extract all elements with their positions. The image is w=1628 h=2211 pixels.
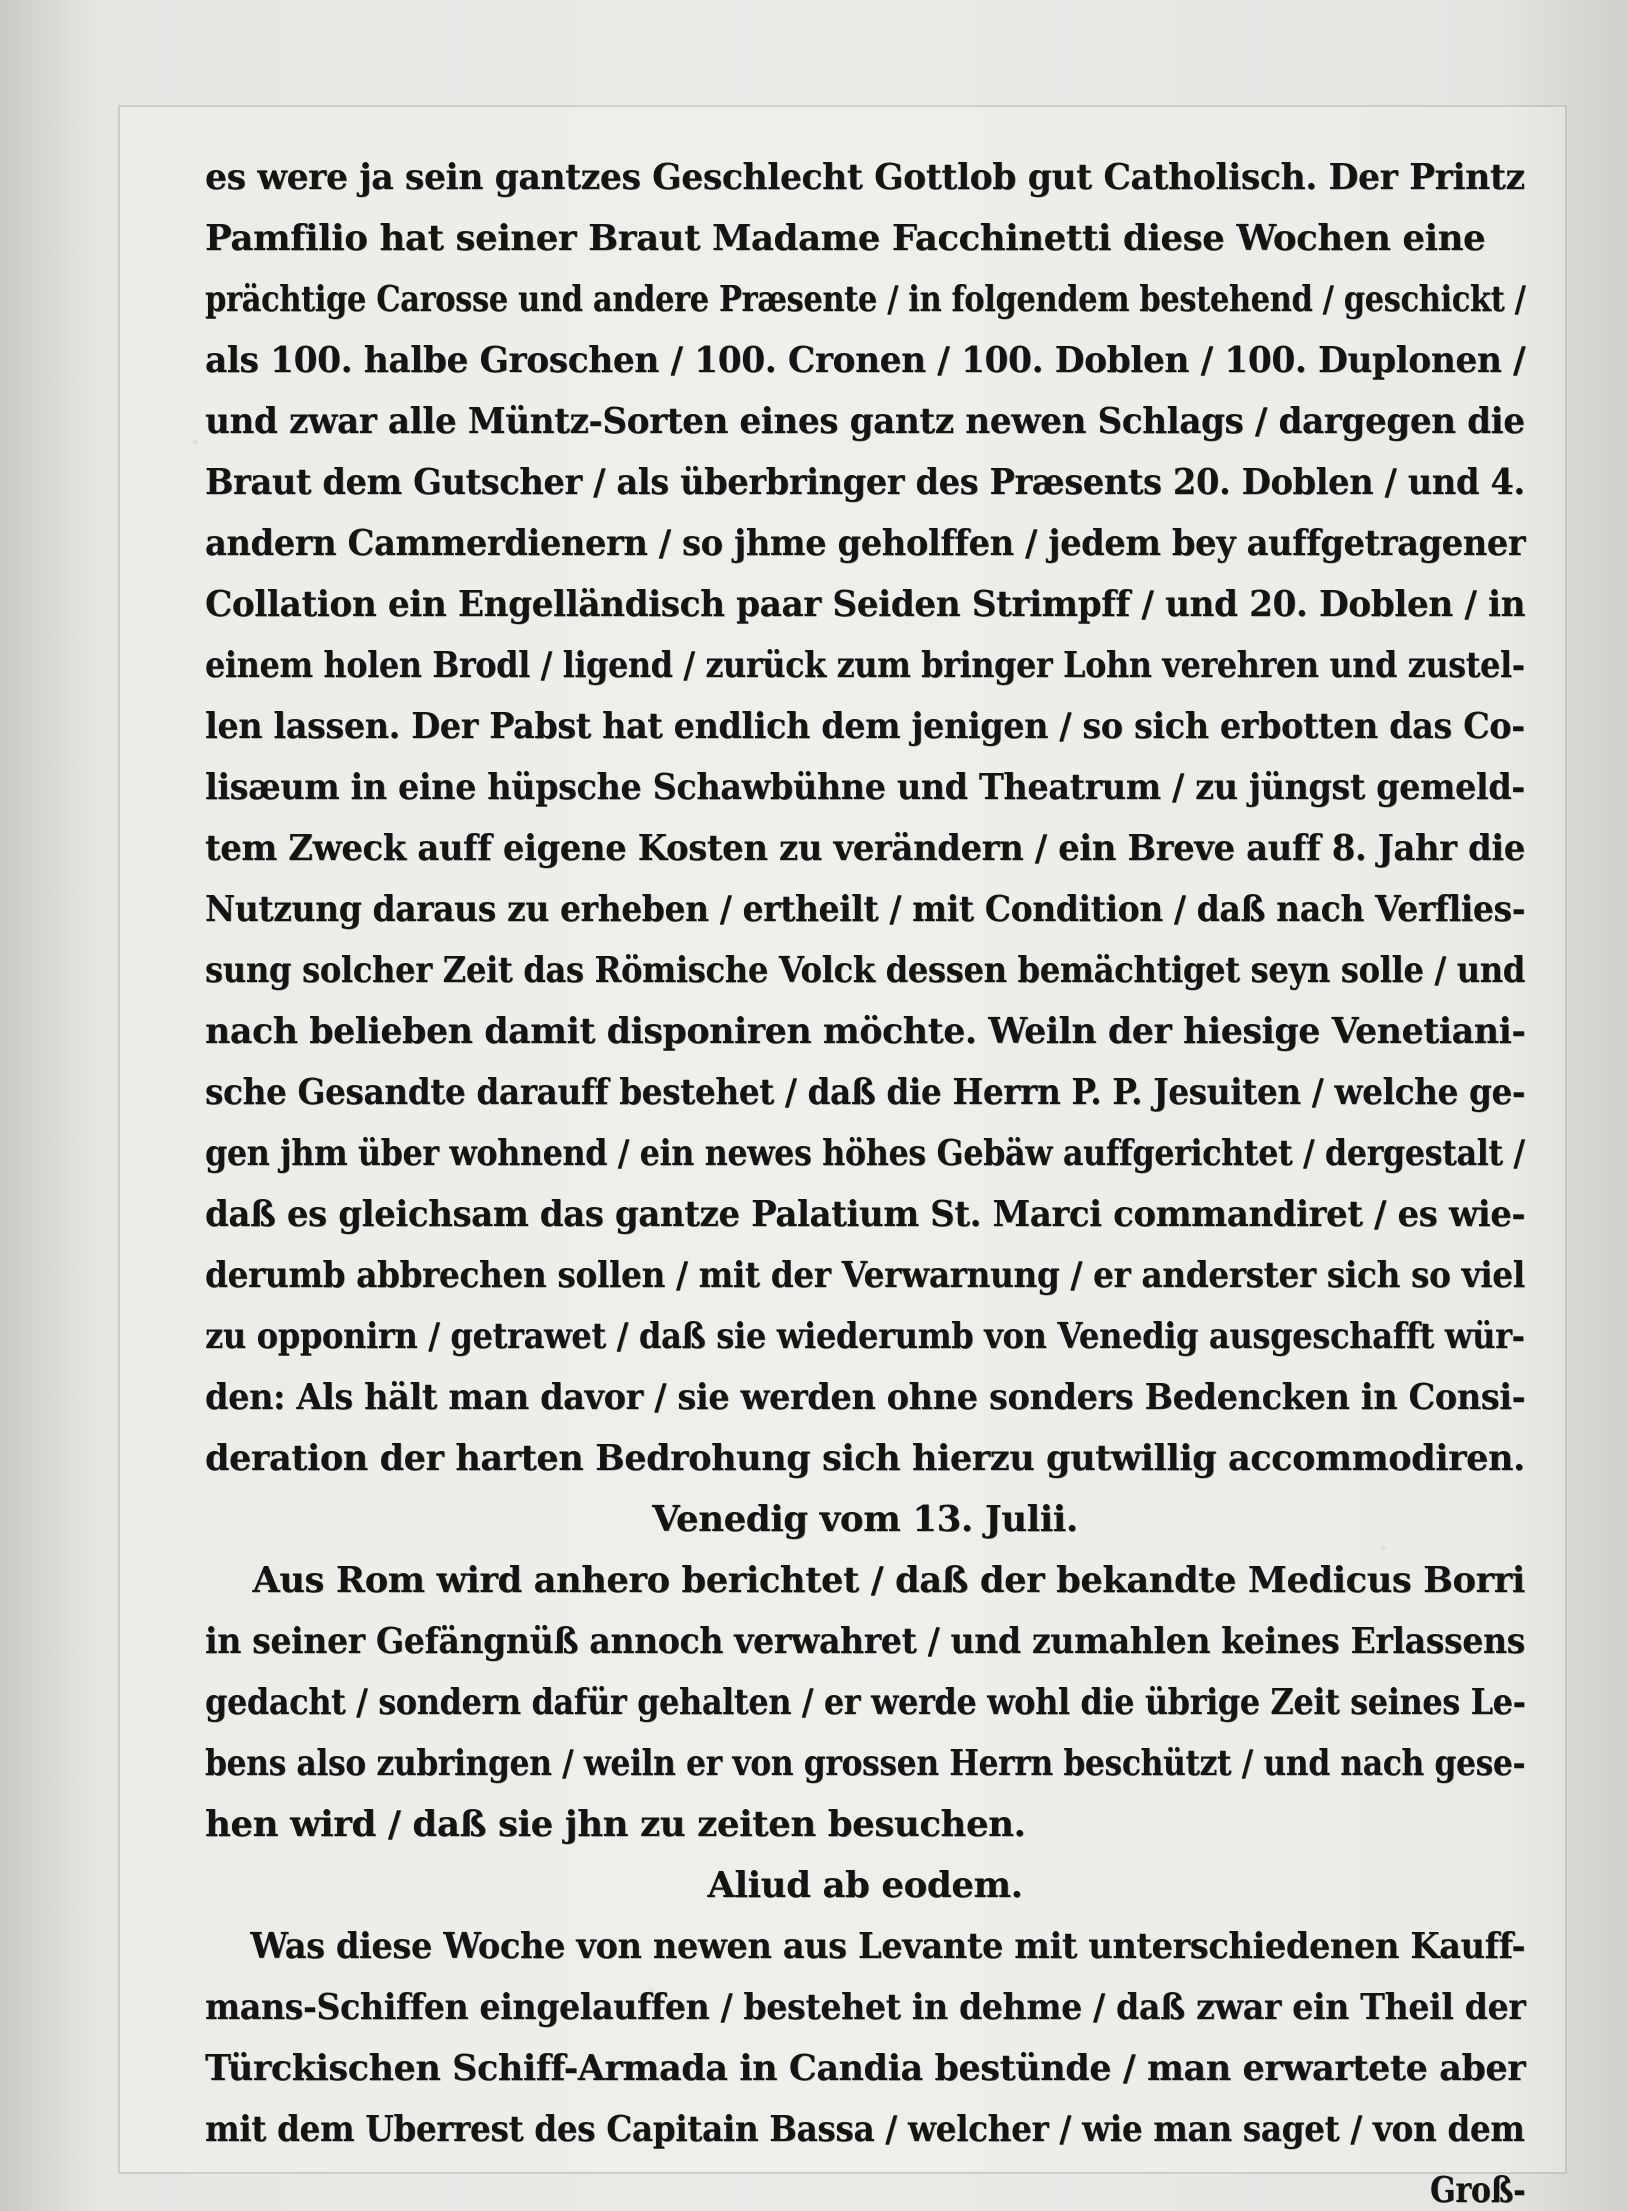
text-line: hen wird / daß sie jhn zu zeiten besuchen. — [205, 1804, 1026, 1845]
text-line: Was diese Woche von newen aus Levante mit unterschiedenen Kauff- — [205, 1926, 1526, 1967]
text-line: sche Gesandte darauff bestehet / daß die Herrn P. P. Jesuiten / welche ge- — [205, 1072, 1526, 1113]
text-line: einem holen Brodl / ligend / zurück zum bringer Lohn verehren und zustel- — [205, 645, 1525, 686]
text-line: gen jhm über wohnend / ein newes höhes Gebäw auffgerichtet / dergestalt / — [205, 1133, 1525, 1174]
text-line: andern Cammerdienern / so jhme geholffen / jedem bey auffgetragener — [205, 523, 1526, 564]
text-line: zu opponirn / getrawet / daß sie wiederumb von Venedig ausgeschafft wür- — [205, 1316, 1525, 1357]
text-line: sung solcher Zeit das Römische Volck dessen bemächtiget seyn solle / und — [205, 950, 1525, 991]
text-line: len lassen. Der Pabst hat endlich dem jenigen / so sich erbotten das Co- — [205, 706, 1525, 747]
catchword: Groß- — [1430, 2170, 1526, 2211]
text-line: prächtige Carosse und andere Præsente / in folgendem bestehend / geschickt / — [205, 279, 1526, 320]
text-line: Collation ein Engelländisch paar Seiden Strimpff / und 20. Doblen / in — [205, 584, 1526, 625]
text-line: deration der harten Bedrohung sich hierzu gutwillig accommodiren. — [205, 1438, 1525, 1479]
text-line: Aus Rom wird anhero berichtet / daß der bekandte Medicus Borri — [205, 1560, 1525, 1601]
text-line: in seiner Gefängnüß annoch verwahret / und zumahlen keines Erlassens — [205, 1621, 1525, 1662]
text-line: daß es gleichsam das gantze Palatium St. Marci commandiret / es wie- — [205, 1194, 1526, 1235]
text-line: Braut dem Gutscher / als überbringer des Præsents 20. Doblen / und 4. — [205, 462, 1525, 503]
text-line: den: Als hält man davor / sie werden ohne sonders Bedencken in Consi- — [205, 1377, 1526, 1418]
text-line: tem Zweck auff eigene Kosten zu verändern / ein Breve auff 8. Jahr die — [205, 828, 1525, 869]
text-line: es were ja sein gantzes Geschlecht Gottlob gut Catholisch. Der Printz — [205, 157, 1525, 198]
text-line: gedacht / sondern dafür gehalten / er werde wohl die übrige Zeit seines Le- — [205, 1682, 1526, 1723]
section-heading-aliud: Aliud ab eodem. — [707, 1865, 1023, 1906]
text-line: mit dem Uberrest des Capitain Bassa / welcher / wie man saget / von dem — [205, 2109, 1525, 2150]
text-line: bens also zubringen / weiln er von grossen Herrn beschützt / und nach gese- — [205, 1743, 1526, 1784]
text-line: lisæum in eine hüpsche Schawbühne und Theatrum / zu jüngst gemeld- — [205, 767, 1525, 808]
text-line: derumb abbrechen sollen / mit der Verwarnung / er anderster sich so viel — [205, 1255, 1525, 1296]
text-line: Türckischen Schiff-Armada in Candia bestünde / man erwartete aber — [205, 2048, 1526, 2089]
text-line: als 100. halbe Groschen / 100. Cronen / 100. Doblen / 100. Duplonen / — [205, 340, 1526, 381]
section-heading-venedig: Venedig vom 13. Julii. — [652, 1499, 1078, 1540]
text-line: mans-Schiffen eingelauffen / bestehet in dehme / daß zwar ein Theil der — [205, 1987, 1526, 2028]
text-line: Nutzung daraus zu erheben / ertheilt / mit Condition / daß nach Verflies- — [205, 889, 1525, 930]
text-line: Pamfilio hat seiner Braut Madame Facchinetti diese Wochen eine — [205, 218, 1486, 259]
text-line: nach belieben damit disponiren möchte. Weiln der hiesige Venetiani- — [205, 1011, 1526, 1052]
text-line: und zwar alle Müntz-Sorten eines gantz newen Schlags / dargegen die — [205, 401, 1525, 442]
